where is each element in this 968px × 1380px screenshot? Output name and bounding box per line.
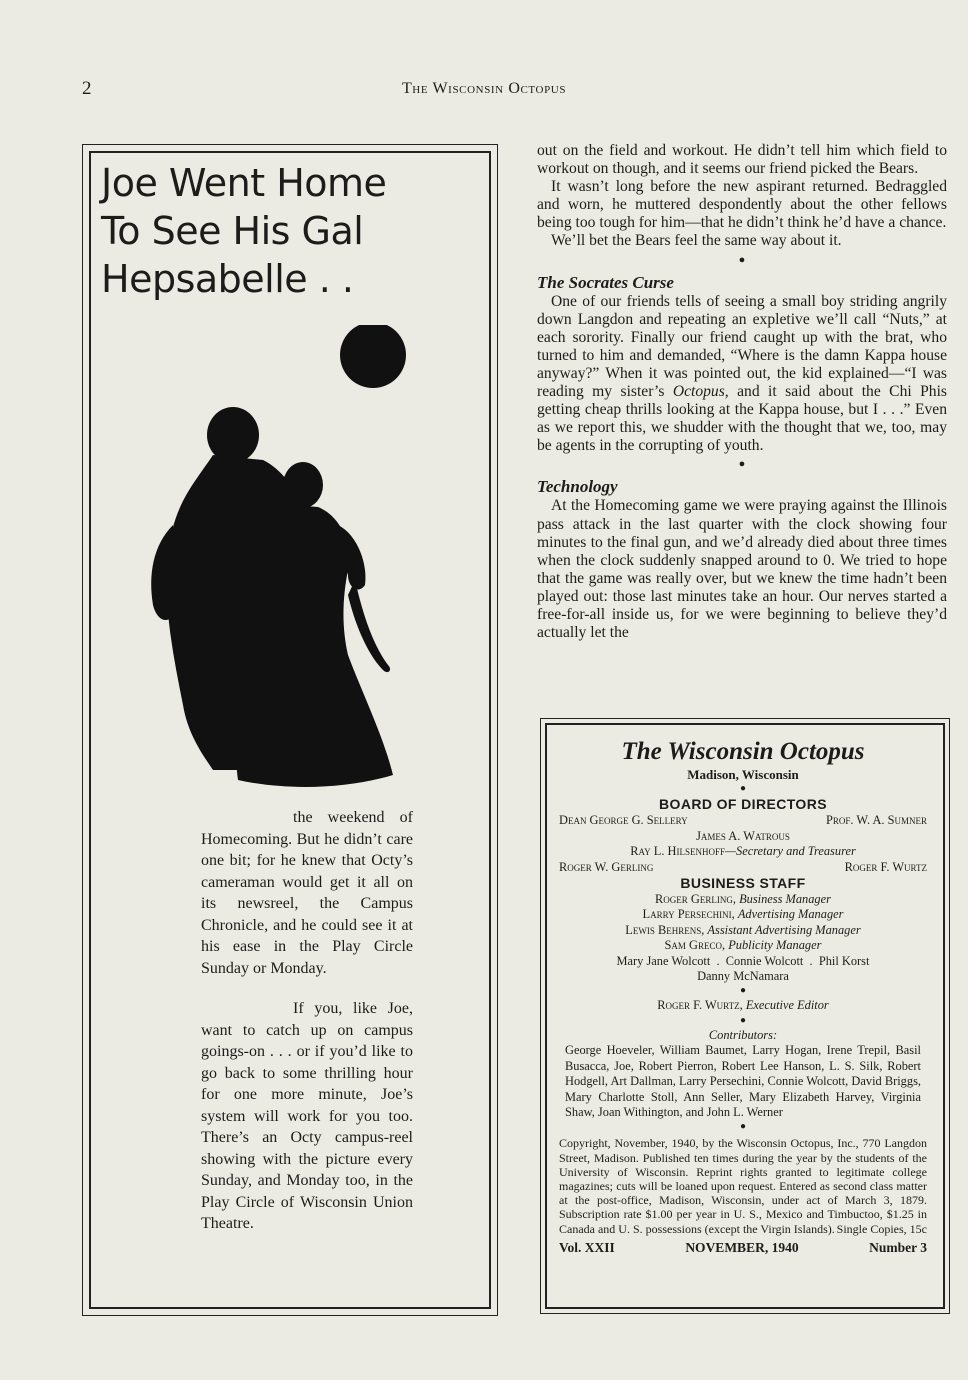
board-member: Dean George G. Sellery bbox=[559, 813, 688, 828]
ad-headline-line: To See His Gal bbox=[101, 209, 364, 253]
ad-paragraph: If you, like Joe, want to catch up on campus goings-on . . . or if you’d like to go back to some thrilling hour for one more minute, Joe’s system will work for you too. There’s an Octy campus-reel showing with the picture every Sunday, and Monday too, in the Play Circle of Wisconsin Union Theatre. bbox=[201, 1000, 413, 1232]
running-head: The Wisconsin Octopus bbox=[401, 80, 567, 97]
article-paragraph: out on the field and workout. He didn’t tell him which field to workout on though, and it seems our friend picked the Bears. bbox=[537, 142, 947, 178]
board-row bbox=[559, 813, 927, 828]
moon-circle bbox=[340, 325, 406, 388]
article-text: One of our friends tells of seeing a small boy striding angrily down Langdon and repeating an expletive we’ll call “Nuts,” at each sorority. Finally our friend caught up with the brat, who turned to him and demanded, “Where is the damn Kappa house anyway?” When it was pointed out, the kid explained—“I was reading my sister’s bbox=[537, 292, 947, 401]
staff-role: Business Manager bbox=[739, 892, 831, 907]
board-heading: BOARD OF DIRECTORS bbox=[659, 796, 827, 813]
contributors-label bbox=[559, 1028, 927, 1043]
issue-date: NOVEMBER, 1940 bbox=[685, 1239, 799, 1255]
article-text: and it said about the Chi Phis getting cheap thrills looking at the Kappa house, but I . . .” Even as we report this, we shudder with the thought that we, too, may be agents in the corrupting of youth. bbox=[537, 383, 947, 455]
board-member: Roger F. Wurtz bbox=[844, 859, 927, 874]
bullet-ornament-icon: ● bbox=[739, 985, 747, 997]
couple-silhouette-image bbox=[143, 325, 433, 795]
page-number: 2 bbox=[82, 78, 92, 99]
bullet-ornament-icon: ● bbox=[738, 458, 746, 471]
copyright-text: Copyright, November, 1940, by the Wisconsin Octopus, Inc., 770 Langdon Street, Madison. Published ten times during the year by the students of the University of Wisconsin. Reprint rights granted to legitimate college magazines; cuts will be loaned upon request. Entered as second class matter at the post-office, Madison, Wisconsin, under act of March 3, 1879. Subscription rate $1.00 per year in U. S., Mexico and Timbuctoo, $1.25 in Canada and U. S. possessions (except the Virgin Islands). bbox=[559, 1136, 927, 1236]
issue-number: Number 3 bbox=[869, 1239, 927, 1255]
issue-footer bbox=[559, 1240, 927, 1255]
article-column bbox=[537, 142, 947, 642]
staff-role: Advertising Manager bbox=[737, 907, 844, 922]
editor-role: Executive Editor bbox=[745, 998, 829, 1013]
article-paragraph: We’ll bet the Bears feel the same way about it. bbox=[551, 232, 842, 250]
bullet-ornament-icon: ● bbox=[739, 1014, 747, 1026]
board-member: Ray L. Hilsenhoff bbox=[630, 844, 725, 859]
masthead-box bbox=[540, 718, 950, 1314]
staff-name: Roger Gerling, bbox=[655, 892, 736, 907]
bullet-ornament-icon: ● bbox=[739, 783, 747, 795]
staff-row bbox=[559, 892, 927, 907]
board-member: Roger W. Gerling bbox=[559, 859, 654, 874]
staff-name: Lewis Behrens, bbox=[625, 922, 705, 937]
board-member: Prof. W. A. Sumner bbox=[826, 813, 927, 828]
masthead-location: Madison, Wisconsin bbox=[687, 767, 799, 782]
bullet-ornament-icon: ● bbox=[738, 253, 746, 266]
article-paragraph bbox=[537, 293, 947, 456]
staff-row bbox=[559, 938, 927, 953]
volume-number: Vol. XXII bbox=[559, 1239, 615, 1255]
masthead-content bbox=[559, 737, 927, 1255]
editor-row bbox=[559, 998, 927, 1013]
staff-row bbox=[559, 907, 927, 922]
board-role: —Secretary and Treasurer bbox=[724, 844, 856, 859]
board-row bbox=[559, 844, 927, 859]
article-paragraph: At the Homecoming game we were praying against the Illinois pass attack in the last quarter with the clock showing four minutes to the final gun, and we’d already died about three times when the clock suddenly snapped around to 0. We tried to hope that the game was really over, but we knew the time hadn’t been played out: those last minutes take an hour. Our nerves started a free-for-all inside us, for we were beginning to believe they’d actually let the bbox=[537, 497, 947, 642]
masthead-title: The Wisconsin Octopus bbox=[621, 738, 865, 765]
section-title-technology: Technology bbox=[537, 477, 618, 497]
advertisement-box bbox=[82, 144, 498, 1316]
contributors-label-text: Contributors: bbox=[708, 1027, 778, 1042]
board-member: James A. Watrous bbox=[696, 828, 790, 843]
staff-others: Mary Jane Wolcott . Connie Wolcott . Phil Korst bbox=[616, 953, 870, 968]
staff-others: Danny McNamara bbox=[697, 969, 789, 984]
contributors-list: George Hoeveler, William Baumet, Larry Hogan, Irene Trepil, Basil Busacca, Joe, Robert Pierron, Robert Lee Hanson, L. S. Silk, Robert Hodgell, Art Dallman, Larry Persechini, Connie Wolcott, David Briggs, Mary Charlotte Stoll, Ann Seller, Mary Elizabeth Harvey, Virginia Shaw, Joan Withington, and John L. Werner bbox=[565, 1043, 921, 1119]
single-copies-price: Single Copies, 15c bbox=[836, 1221, 927, 1236]
ad-headline-line: Joe Went Home bbox=[101, 161, 387, 205]
section-title-socrates: The Socrates Curse bbox=[537, 272, 674, 292]
ad-headline-line: Hepsabelle . . bbox=[101, 257, 354, 301]
staff-name: Larry Persechini, bbox=[642, 907, 735, 922]
bullet-ornament-icon: ● bbox=[739, 1121, 747, 1133]
copyright-notice bbox=[559, 1136, 927, 1235]
ad-body bbox=[201, 807, 413, 1254]
ad-paragraph: the weekend of Homecoming. But he didn’t care one bit; for he knew that Octy’s cameraman would get it all on its newsreel, the Campus Chronicle, and he could see it at his ease in the Play Circle Sunday or Monday. bbox=[201, 809, 413, 977]
staff-name: Sam Greco, bbox=[664, 938, 726, 953]
board-row bbox=[559, 860, 927, 875]
article-paragraph: It wasn’t long before the new aspirant returned. Bedraggled and worn, he muttered despondently about the other fellows being too tough for him—that he didn’t think he’d have a chance. bbox=[537, 178, 947, 232]
staff-heading: BUSINESS STAFF bbox=[680, 875, 806, 892]
article-italic-text: Octopus, bbox=[672, 383, 729, 401]
staff-row bbox=[559, 923, 927, 938]
ad-headline bbox=[101, 159, 481, 303]
staff-role: Assistant Advertising Manager bbox=[707, 922, 861, 937]
staff-role: Publicity Manager bbox=[728, 938, 822, 953]
editor-name: Roger F. Wurtz, bbox=[657, 998, 743, 1013]
